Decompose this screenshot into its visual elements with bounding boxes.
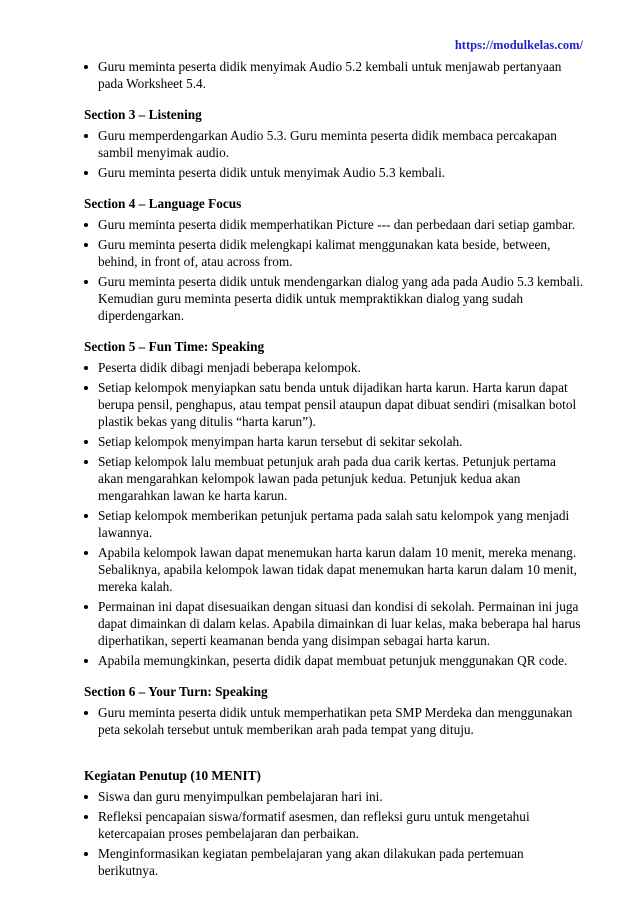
list-item: Guru meminta peserta didik menyimak Audio 5.2 kembali untuk menjawab pertanyaan pada Worksheet 5.4.: [84, 58, 584, 92]
list-item: Setiap kelompok menyimpan harta karun tersebut di sekitar sekolah.: [84, 433, 584, 450]
list-item: Menginformasikan kegiatan pembelajaran yang akan dilakukan pada pertemuan berikutnya.: [84, 845, 584, 879]
document-content: [84, 58, 584, 882]
list-item: Setiap kelompok lalu membuat petunjuk arah pada dua carik kertas. Petunjuk pertama akan mengarahkan kelompok lawan pada petunjuk kedua. Petunjuk kedua akan mengarahkan lawan ke harta karun.: [84, 453, 584, 504]
section-title: Section 3 – Listening: [84, 107, 202, 122]
intro-list: [84, 58, 584, 92]
list-item: Apabila memungkinkan, peserta didik dapat membuat petunjuk menggunakan QR code.: [84, 652, 584, 669]
header-url-link[interactable]: https://modulkelas.com/: [454, 38, 583, 52]
section-list: [84, 359, 584, 669]
section-title: Section 6 – Your Turn: Speaking: [84, 684, 268, 699]
section-list: [84, 704, 584, 738]
list-item: Guru meminta peserta didik melengkapi kalimat menggunakan kata beside, between, behind, in front of, atau across from.: [84, 236, 584, 270]
section-list: [84, 216, 584, 324]
list-item: Guru meminta peserta didik untuk mendengarkan dialog yang ada pada Audio 5.3 kembali. Kemudian guru meminta peserta didik untuk mempraktikkan dialog yang sudah diperdengarkan.: [84, 273, 584, 324]
list-item: Refleksi pencapaian siswa/formatif asesmen, dan refleksi guru untuk mengetahui ketercapaian proses pembelajaran dan perbaikan.: [84, 808, 584, 842]
list-item: Setiap kelompok memberikan petunjuk pertama pada salah satu kelompok yang menjadi lawannya.: [84, 507, 584, 541]
list-item: Apabila kelompok lawan dapat menemukan harta karun dalam 10 menit, mereka menang. Sebaliknya, apabila kelompok lawan tidak dapat menemukan harta karun dalam 10 menit, mereka kalah.: [84, 544, 584, 595]
section-title: Kegiatan Penutup (10 MENIT): [84, 768, 261, 783]
section-list: [84, 127, 584, 181]
section-4: [84, 195, 584, 324]
section-list: [84, 788, 584, 879]
list-item: Permainan ini dapat disesuaikan dengan situasi dan kondisi di sekolah. Permainan ini juga dapat dimainkan di dalam kelas. Apabila dimainkan di luar kelas, maka beberapa hal harus diperhatikan, seperti keamanan benda yang disimpan sebagai harta karun.: [84, 598, 584, 649]
list-item: Setiap kelompok menyiapkan satu benda untuk dijadikan harta karun. Harta karun dapat berupa pensil, penghapus, atau tempat pensil ataupun dapat dibuat sendiri (misalkan botol plastik bekas yang ditulis “harta karun”).: [84, 379, 584, 430]
list-item: Guru memperdengarkan Audio 5.3. Guru meminta peserta didik membaca percakapan sambil menyimak audio.: [84, 127, 584, 161]
list-item: Peserta didik dibagi menjadi beberapa kelompok.: [84, 359, 584, 376]
section-title: Section 4 – Language Focus: [84, 196, 242, 211]
list-item: Guru meminta peserta didik untuk memperhatikan peta SMP Merdeka dan menggunakan peta sekolah tersebut untuk memberikan arah pada tempat yang dituju.: [84, 704, 584, 738]
list-item: Guru meminta peserta didik memperhatikan Picture --- dan perbedaan dari setiap gambar.: [84, 216, 584, 233]
list-item: Guru meminta peserta didik untuk menyimak Audio 5.3 kembali.: [84, 164, 584, 181]
closing-section: [84, 767, 584, 879]
section-3: [84, 106, 584, 181]
section-title: Section 5 – Fun Time: Speaking: [84, 339, 265, 354]
list-item: Siswa dan guru menyimpulkan pembelajaran hari ini.: [84, 788, 584, 805]
section-5: [84, 338, 584, 669]
section-6: [84, 683, 584, 738]
